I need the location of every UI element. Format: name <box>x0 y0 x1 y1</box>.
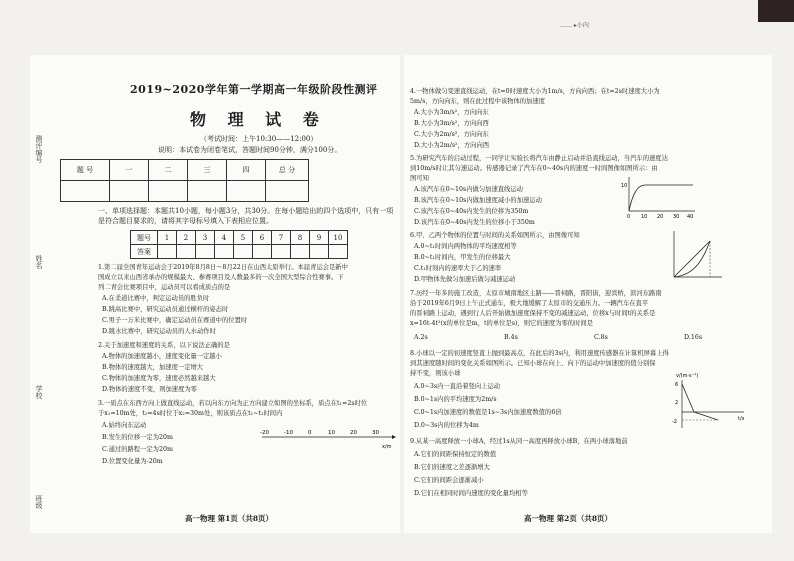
vt-tick: 10 <box>621 183 628 189</box>
answer-table <box>130 230 348 259</box>
q5-option[interactable]: A.该汽车在0~10s内做匀加速直线运动 <box>414 186 523 193</box>
vt-tick: 20 <box>657 214 664 219</box>
axis-unit: x/m <box>382 444 392 450</box>
q5-option[interactable]: C.该汽车在0~40s内发生的位移为350m <box>414 208 529 215</box>
dark-corner-artifact <box>758 0 794 22</box>
score-table <box>60 159 309 202</box>
q8-vt-graph <box>672 370 752 432</box>
answer-number: 10 <box>329 231 348 245</box>
exam-instructions: 说明：本试卷为闭卷笔试，答题时间90分钟，满分100分。 <box>158 146 342 154</box>
q2-option[interactable]: C.物体的加速度为零，速度必然越来越大 <box>102 375 216 382</box>
q1-option[interactable]: D.跳水比赛中，研究运动员的人水动作时 <box>102 328 216 335</box>
answer-cell[interactable] <box>329 245 348 259</box>
vt-tick: 30 <box>673 214 680 219</box>
answer-cell[interactable] <box>253 245 272 259</box>
score-head: 总 分 <box>266 160 309 181</box>
score-head: 四 <box>227 160 266 181</box>
side-label-id: 测评编号 <box>35 135 43 163</box>
q9-option[interactable]: A.它们的间距保持恒定的数值 <box>414 451 497 458</box>
axis-tick: 20 <box>350 430 357 436</box>
q8-line: 持不变，则该小球 <box>410 370 461 377</box>
score-cell[interactable] <box>110 181 149 202</box>
q3-option[interactable]: A.始终向东运动 <box>102 422 147 429</box>
q5-option[interactable]: B.该汽车在0~10s内做加速度减小的加速运动 <box>414 197 542 204</box>
q9-option[interactable]: D.它们在相同时间内速度的变化量均相等 <box>414 490 528 497</box>
top-note: …… ▸小內 <box>560 22 589 29</box>
q6-option[interactable]: A.0~t₁时间内两物体的平均速度相等 <box>414 243 517 250</box>
q9-option[interactable]: C.它们的间距会逐渐减小 <box>414 477 484 484</box>
right-footer: 高一物理 第2页（共8页） <box>524 514 613 523</box>
q5-line: 图可知 <box>410 175 429 182</box>
q2-option[interactable]: A.物体的加速度越小，速度变化量一定越小 <box>102 353 222 360</box>
q5-line: 5.为研究汽车的启动过程，一同学让实验长将汽车由静止启动并沿直线运动，当汽车的速度达 <box>410 155 668 162</box>
q4-option[interactable]: C.大小为2m/s²，方向向东 <box>414 131 489 138</box>
q1-line: 列二青会比赛项目中，运动员可以看成质点的是 <box>98 284 231 291</box>
vt-tick: 0 <box>627 214 631 219</box>
answer-label: 题号 <box>131 231 158 245</box>
q3-option[interactable]: B.发生的位移一定为20m <box>102 434 173 441</box>
q4-option[interactable]: B.大小为3m/s²，方向向西 <box>414 120 489 127</box>
answer-cell[interactable] <box>272 245 291 259</box>
q9-line: 9.从某一高度释放一小球A，经过1s从同一高度再释放小球B，在两小球落地前 <box>410 438 628 445</box>
vt-tick: 10 <box>641 214 648 219</box>
side-label-school: 学校 <box>35 385 43 399</box>
q6-option[interactable]: C.t₁时刻内的速率大于乙的速率 <box>414 265 502 272</box>
score-cell[interactable] <box>227 181 266 202</box>
answer-label: 答案 <box>131 245 158 259</box>
score-head: 二 <box>149 160 188 181</box>
q5-line: 到10m/s时让其匀速运动。传感器记录了汽车在0~40s内的速度一时间图像如图所示：由 <box>410 165 658 172</box>
q4-option[interactable]: D.大小为2m/s²，方向向西 <box>414 142 490 149</box>
q2-option[interactable]: D.物体的速度不变，则加速度为零 <box>102 386 197 393</box>
score-cell[interactable] <box>188 181 227 202</box>
side-label-name: 姓名 <box>35 255 43 269</box>
q8-tick: 2 <box>675 400 679 406</box>
q7-option-a[interactable]: A.2s <box>414 334 428 341</box>
q4-line: 5m/s，方向向东，则在此过程中该物体的加速度 <box>410 98 545 105</box>
section-one-instruction: 一、单项选择题：本题共10小题，每小题3分，共30分。在每小题给出的四个选项中，只有一项 <box>98 207 394 215</box>
q3-axis-figure <box>258 427 398 451</box>
q3-option[interactable]: D.位置变化量为-20m <box>102 458 163 465</box>
q7-option-c[interactable]: C.8s <box>594 334 608 341</box>
q9-option[interactable]: B.它们的速度之差逐渐增大 <box>414 464 490 471</box>
q7-option-b[interactable]: B.4s <box>504 334 518 341</box>
q7-line: 沿于2019年6月9日上午正式通车，极大地缓解了太原市的交通压力。一辆汽车在直平 <box>410 300 649 307</box>
q5-option[interactable]: D.该汽车在0~40s内发生的位移小于350m <box>414 219 535 226</box>
q7-line: 7.历经一年多的施工改造，太原市城南地区主路——晋祠路，晋阳街，迎宾桥，滨河东路南 <box>410 290 662 297</box>
q3-line: 3.一质点在东西方向上做直线运动，若以向东方向为正方向建立如图的坐标系，质点在t₁=2s时位 <box>98 400 368 407</box>
score-cell[interactable] <box>61 181 110 202</box>
exam-header: 2019~2020学年第一学期高一年级阶段性测评 <box>130 83 378 96</box>
axis-tick: -20 <box>260 430 269 436</box>
answer-number: 1 <box>158 231 177 245</box>
axis-tick: -10 <box>284 430 293 436</box>
score-cell[interactable] <box>266 181 309 202</box>
q1-option[interactable]: B.跳高比赛中，研究运动员通过横杆的姿态时 <box>102 306 229 313</box>
q8-tick: -2 <box>672 419 677 425</box>
answer-cell[interactable] <box>291 245 310 259</box>
q1-line: 国成立以来山西省承办的规模最大、参赛项目及人数最多的一次全国大型综合性赛事。下 <box>98 274 344 281</box>
q8-option[interactable]: C.0~1s内加速度的数值是1s~3s内加速度数值的6倍 <box>414 409 562 416</box>
answer-number: 5 <box>234 231 253 245</box>
q4-line: 4.一物体做匀变速直线运动，在t=0时速度大小为1m/s，方向向西；在t=2s时速度大小为 <box>410 88 660 95</box>
q3-option[interactable]: C.通过的路程一定为20m <box>102 446 173 453</box>
answer-cell[interactable] <box>310 245 329 259</box>
q1-line: 1.第二届全国青年运动会于2019年8月8日～8月22日在山西太原举行。本届青运会是新中 <box>98 264 348 271</box>
answer-cell[interactable] <box>196 245 215 259</box>
subject-title: 物 理 试 卷 <box>190 110 327 129</box>
q8-line: 8.小球以一定的初速度竖直上抛到最高点，在此后的3s内，利用速度传感器在计算机屏幕上得 <box>410 350 669 357</box>
q8-option[interactable]: A.0~3s内一直沿着竖向上运动 <box>414 383 501 390</box>
score-head: 一 <box>110 160 149 181</box>
q6-line: 6.甲、乙两个物体的位置与时间的关系如图所示，由图像可知 <box>410 232 580 239</box>
answer-number: 8 <box>291 231 310 245</box>
answer-cell[interactable] <box>215 245 234 259</box>
q3-line: 于x₁=10m处，t₂=4s时位于x₂=30m处，则该质点在t₁~t₂时间内 <box>98 410 283 417</box>
axis-tick: 0 <box>308 430 312 436</box>
q7-line: x=16t-4t²(x的单位是m，t的单位是s)，则它的速度为零的时间是 <box>410 320 593 327</box>
left-page <box>30 55 400 533</box>
q7-option-d[interactable]: D.16s <box>684 334 703 341</box>
q1-option[interactable]: A.在柔道比赛中，判定运动员的胜负时 <box>102 295 210 302</box>
q2-line: 2.关于加速度和速度的关系，以下说法正确的是 <box>98 342 230 349</box>
section-one-instruction-b: 是符合题目要求的，请将其字母标号填入下表相应位置。 <box>98 217 273 225</box>
q6-option[interactable]: B.0~t₁时间内，甲发生的位移最大 <box>414 254 511 261</box>
answer-number: 2 <box>177 231 196 245</box>
score-cell[interactable] <box>149 181 188 202</box>
q6-xt-graph <box>666 227 726 283</box>
q8-option[interactable]: B.0~1s内的平均速度为2m/s <box>414 396 497 403</box>
axis-tick: 30 <box>372 430 379 436</box>
answer-cell[interactable] <box>234 245 253 259</box>
answer-number: 6 <box>253 231 272 245</box>
q7-line: 的晋祠路上运动，遇到行人后开始做加速度保持不变的减速运动，位移x与时间t的关系是 <box>410 310 656 317</box>
side-label-class: 班级 <box>35 495 43 509</box>
q8-tick: 6 <box>675 382 679 388</box>
vt-tick: 40 <box>687 214 694 219</box>
q2-option[interactable]: B.物体的速度越大，加速度一定增大 <box>102 364 204 371</box>
q4-option[interactable]: A.大小为3m/s²，方向向东 <box>414 109 489 116</box>
q8-tick: t/s <box>738 416 745 422</box>
axis-tick: 10 <box>328 430 335 436</box>
answer-number: 4 <box>215 231 234 245</box>
score-head: 题 号 <box>61 160 110 181</box>
q6-option[interactable]: D.甲物体先做匀加速后做匀减速运动 <box>414 276 516 283</box>
right-page <box>404 55 772 533</box>
answer-cell[interactable] <box>177 245 196 259</box>
left-footer: 高一物理 第1页（共8页） <box>185 514 274 523</box>
q1-option[interactable]: C.男子一万米比赛中，确定运动员在赛道中的位置时 <box>102 317 248 324</box>
answer-number: 3 <box>196 231 215 245</box>
q8-line: 到其速度随时间的变化关系如图所示。已知小球在向上、向下的运动中加速度的值分别保 <box>410 360 656 367</box>
answer-number: 9 <box>310 231 329 245</box>
answer-cell[interactable] <box>158 245 177 259</box>
q8-option[interactable]: D.0~3s内的位移为4m <box>414 422 479 429</box>
q8-axis-label: v/(m·s⁻¹) <box>676 373 699 379</box>
score-head: 三 <box>188 160 227 181</box>
exam-time: （考试时间：上午10:30——12:00） <box>200 135 318 143</box>
answer-number: 7 <box>272 231 291 245</box>
q5-vt-graph <box>619 173 699 219</box>
